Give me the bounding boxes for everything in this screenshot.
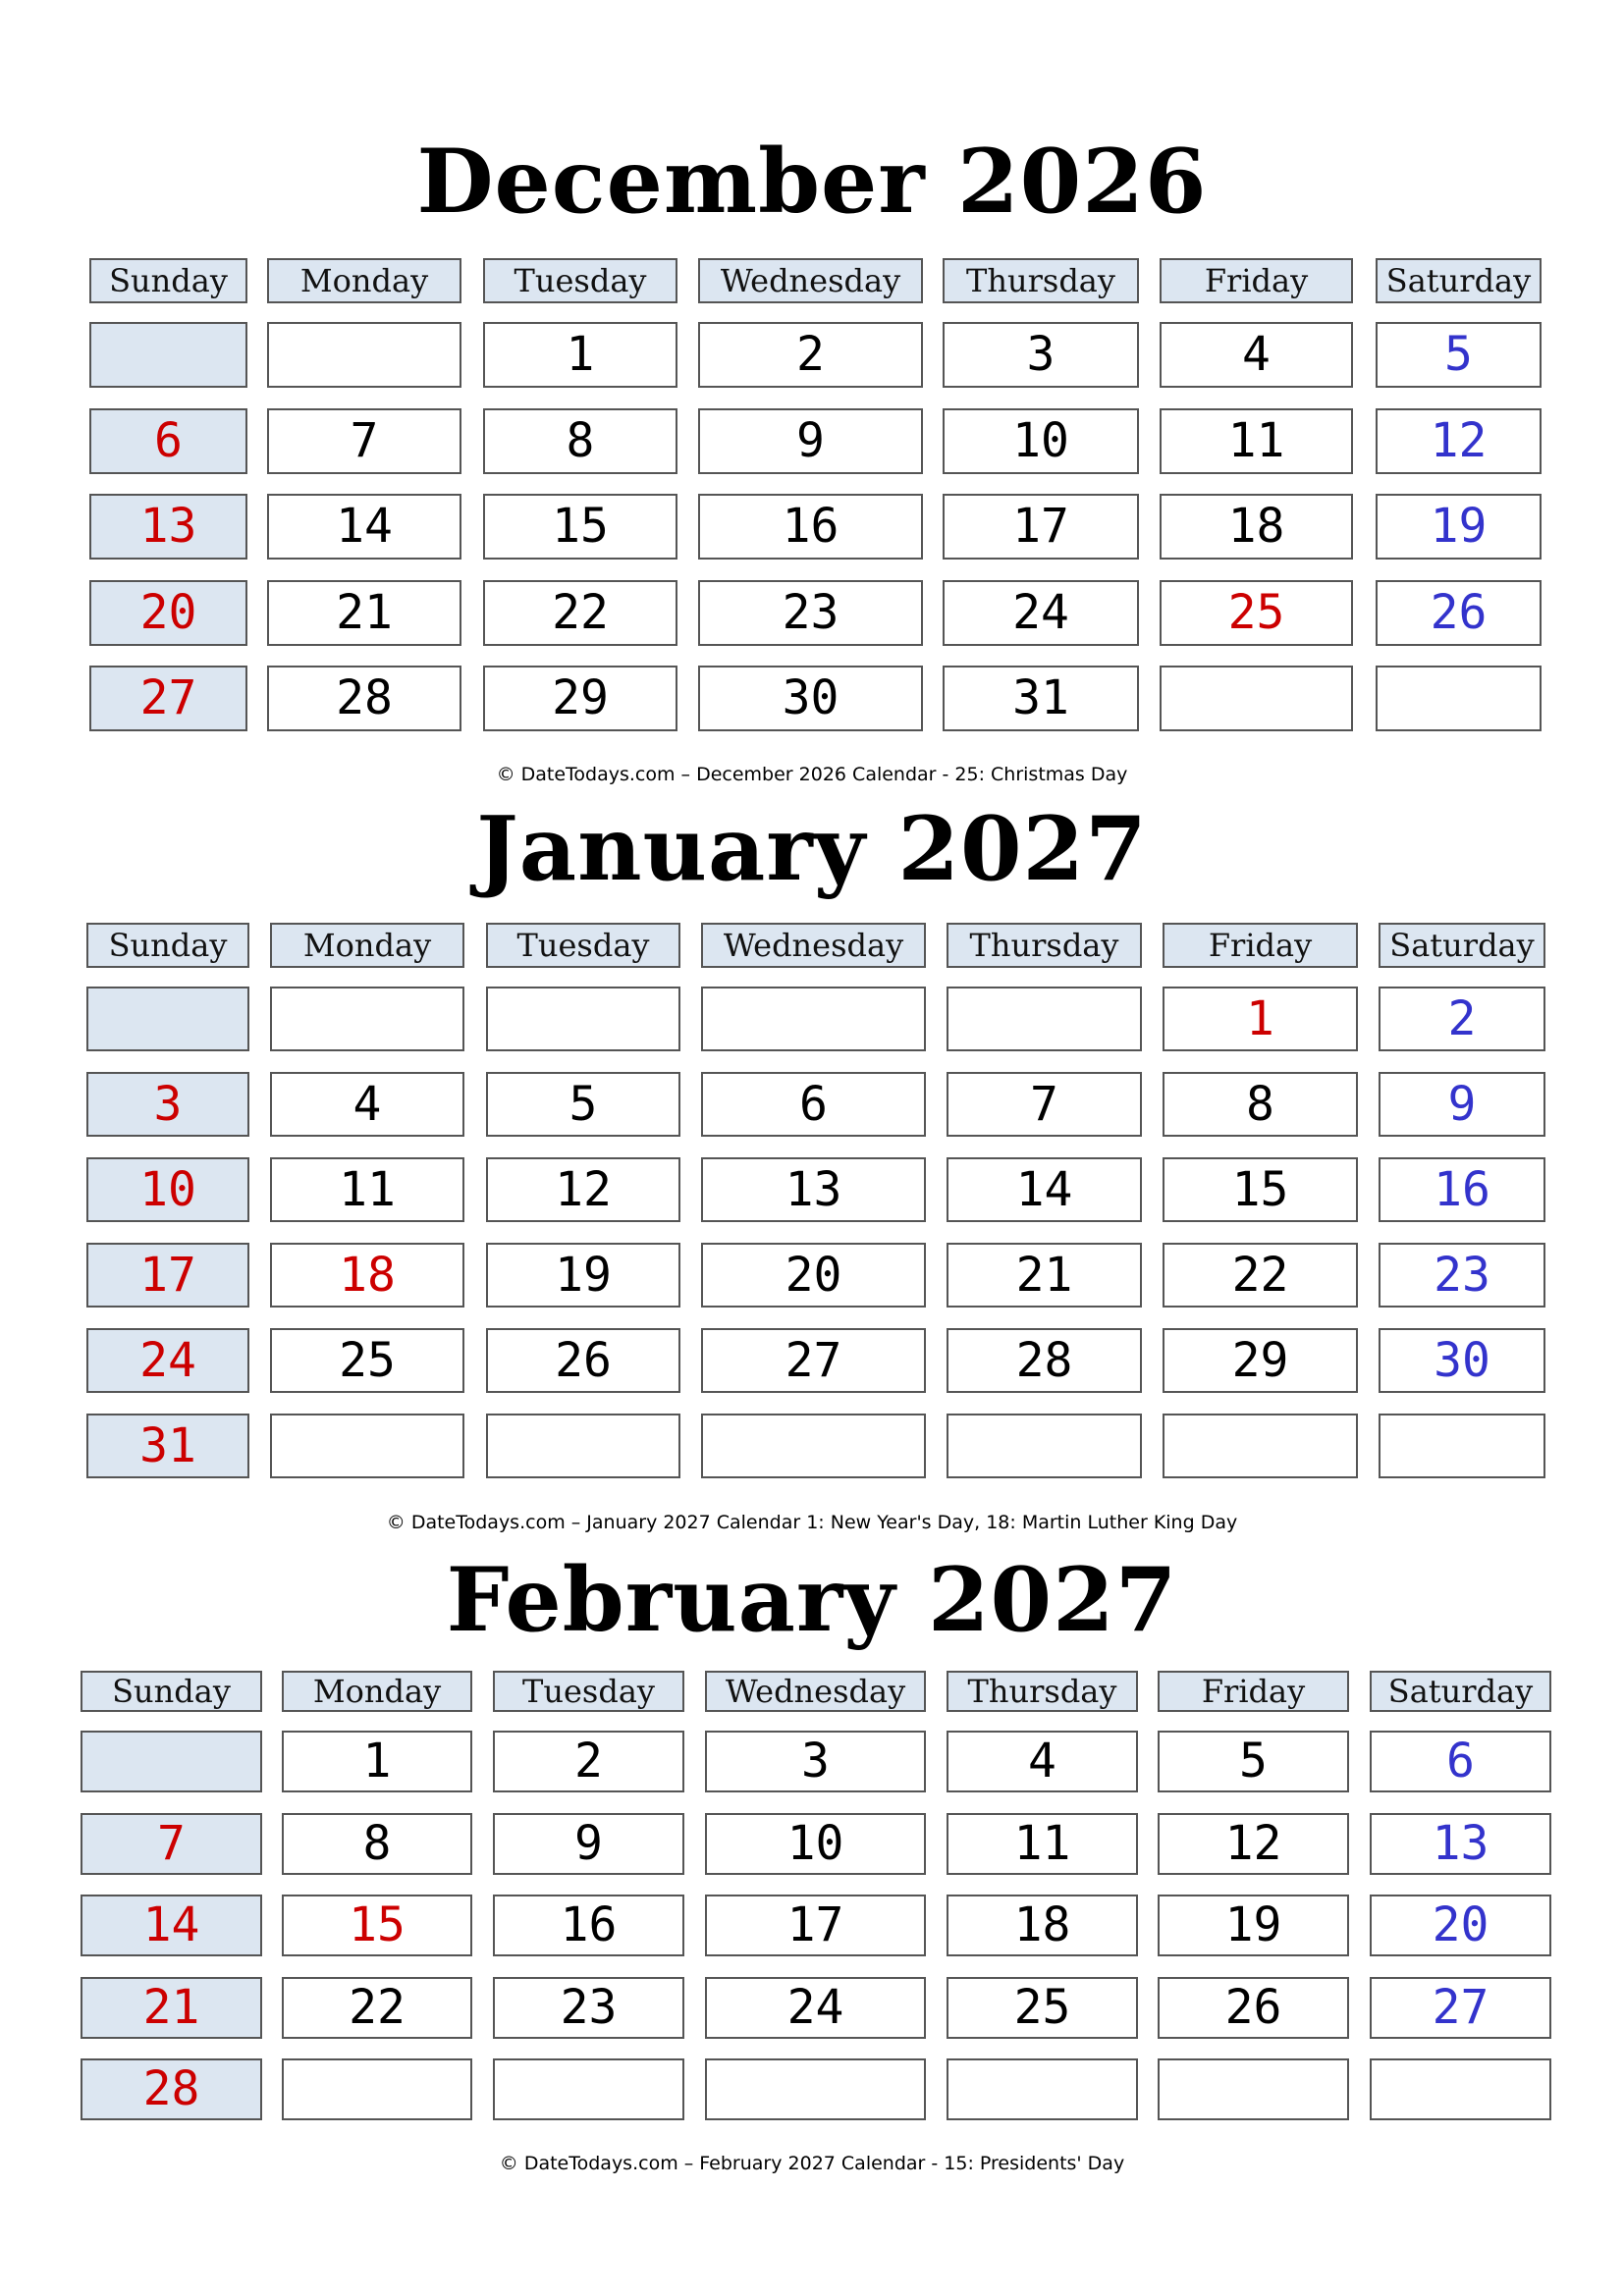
day-cell: [486, 1414, 680, 1478]
weekday-header: Wednesday: [705, 1671, 926, 1712]
weekday-header: Saturday: [1370, 1671, 1551, 1712]
day-cell: 25: [270, 1328, 464, 1393]
day-cell: 4: [947, 1731, 1138, 1792]
day-cell: 29: [1163, 1328, 1358, 1393]
day-cell: 1: [1163, 987, 1358, 1051]
day-cell: 16: [698, 494, 923, 560]
day-cell: [1376, 666, 1542, 731]
day-cell: 7: [947, 1072, 1142, 1137]
day-cell: [701, 987, 926, 1051]
day-cell: 7: [81, 1813, 262, 1875]
day-cell: 23: [1379, 1243, 1545, 1308]
day-cell: 7: [267, 408, 461, 474]
day-cell: 19: [1376, 494, 1542, 560]
weekday-header: Saturday: [1379, 923, 1545, 968]
day-cell: 22: [282, 1977, 472, 2039]
day-cell: [947, 1414, 1142, 1478]
day-cell: 24: [705, 1977, 926, 2039]
day-cell: 14: [947, 1157, 1142, 1222]
day-cell: 1: [282, 1731, 472, 1792]
day-cell: 30: [698, 666, 923, 731]
day-cell: 23: [493, 1977, 684, 2039]
day-cell: 6: [89, 408, 247, 474]
day-cell: 5: [486, 1072, 680, 1137]
day-cell: [1158, 2058, 1349, 2120]
day-cell: 27: [89, 666, 247, 731]
day-cell: 10: [86, 1157, 249, 1222]
day-cell: 22: [483, 580, 677, 646]
day-cell: 13: [1370, 1813, 1551, 1875]
day-cell: 31: [943, 666, 1139, 731]
day-cell: 24: [943, 580, 1139, 646]
weekday-header: Thursday: [943, 258, 1139, 303]
day-cell: [947, 987, 1142, 1051]
day-cell: [89, 322, 247, 388]
day-cell: [493, 2058, 684, 2120]
day-cell: 12: [1376, 408, 1542, 474]
day-cell: [947, 2058, 1138, 2120]
day-cell: 26: [1376, 580, 1542, 646]
weekday-header: Thursday: [947, 923, 1142, 968]
day-cell: 8: [483, 408, 677, 474]
day-cell: 4: [1160, 322, 1353, 388]
day-cell: 2: [1379, 987, 1545, 1051]
day-cell: 1: [483, 322, 677, 388]
weekday-header: Sunday: [86, 923, 249, 968]
day-cell: 27: [1370, 1977, 1551, 2039]
day-cell: 2: [493, 1731, 684, 1792]
day-cell: 12: [1158, 1813, 1349, 1875]
weekday-header: Monday: [270, 923, 464, 968]
day-cell: 6: [1370, 1731, 1551, 1792]
day-cell: 4: [270, 1072, 464, 1137]
weekday-header: Friday: [1158, 1671, 1349, 1712]
day-cell: [267, 322, 461, 388]
day-cell: 8: [282, 1813, 472, 1875]
weekday-header: Thursday: [947, 1671, 1138, 1712]
day-cell: [486, 987, 680, 1051]
day-cell: [1163, 1414, 1358, 1478]
day-cell: 18: [1160, 494, 1353, 560]
day-cell: 11: [947, 1813, 1138, 1875]
weekday-header: Sunday: [89, 258, 247, 303]
day-cell: [1370, 2058, 1551, 2120]
weekday-header: Monday: [282, 1671, 472, 1712]
day-cell: 15: [1163, 1157, 1358, 1222]
day-cell: 9: [493, 1813, 684, 1875]
weekday-header: Monday: [267, 258, 461, 303]
day-cell: 31: [86, 1414, 249, 1478]
day-cell: 12: [486, 1157, 680, 1222]
day-cell: 27: [701, 1328, 926, 1393]
day-cell: 28: [267, 666, 461, 731]
calendar-footer-note: © DateTodays.com – February 2027 Calendar - 15: Presidents' Day: [499, 2153, 1125, 2174]
day-cell: 24: [86, 1328, 249, 1393]
day-cell: 6: [701, 1072, 926, 1137]
day-cell: 14: [267, 494, 461, 560]
weekday-header: Friday: [1160, 258, 1353, 303]
day-cell: 5: [1376, 322, 1542, 388]
day-cell: 10: [705, 1813, 926, 1875]
day-cell: 21: [81, 1977, 262, 2039]
day-cell: 19: [1158, 1895, 1349, 1956]
day-cell: 16: [1379, 1157, 1545, 1222]
day-cell: [701, 1414, 926, 1478]
day-cell: 15: [282, 1895, 472, 1956]
day-cell: 26: [486, 1328, 680, 1393]
weekday-header: Sunday: [81, 1671, 262, 1712]
weekday-header: Wednesday: [701, 923, 926, 968]
weekday-header: Tuesday: [493, 1671, 684, 1712]
day-cell: 17: [943, 494, 1139, 560]
day-cell: 10: [943, 408, 1139, 474]
day-cell: 13: [701, 1157, 926, 1222]
day-cell: 29: [483, 666, 677, 731]
day-cell: 3: [705, 1731, 926, 1792]
day-cell: 17: [86, 1243, 249, 1308]
month-title: February 2027: [446, 1548, 1178, 1652]
day-cell: 25: [947, 1977, 1138, 2039]
month-title: December 2026: [416, 130, 1208, 234]
day-cell: 9: [698, 408, 923, 474]
day-cell: 3: [86, 1072, 249, 1137]
day-cell: 19: [486, 1243, 680, 1308]
day-cell: [1160, 666, 1353, 731]
weekday-header: Tuesday: [486, 923, 680, 968]
day-cell: 2: [698, 322, 923, 388]
calendar-footer-note: © DateTodays.com – January 2027 Calendar 1: New Year's Day, 18: Martin Luther King Day: [386, 1512, 1238, 1533]
day-cell: 18: [947, 1895, 1138, 1956]
day-cell: 16: [493, 1895, 684, 1956]
weekday-header: Saturday: [1376, 258, 1542, 303]
day-cell: 28: [947, 1328, 1142, 1393]
day-cell: 30: [1379, 1328, 1545, 1393]
day-cell: 17: [705, 1895, 926, 1956]
day-cell: [81, 1731, 262, 1792]
day-cell: 18: [270, 1243, 464, 1308]
day-cell: 21: [947, 1243, 1142, 1308]
weekday-header: Tuesday: [483, 258, 677, 303]
weekday-header: Friday: [1163, 923, 1358, 968]
day-cell: 11: [270, 1157, 464, 1222]
day-cell: 5: [1158, 1731, 1349, 1792]
day-cell: 3: [943, 322, 1139, 388]
day-cell: 8: [1163, 1072, 1358, 1137]
weekday-header: Wednesday: [698, 258, 923, 303]
day-cell: 11: [1160, 408, 1353, 474]
day-cell: 15: [483, 494, 677, 560]
month-title: January 2027: [476, 797, 1148, 901]
day-cell: [270, 1414, 464, 1478]
day-cell: 22: [1163, 1243, 1358, 1308]
day-cell: 14: [81, 1895, 262, 1956]
day-cell: [705, 2058, 926, 2120]
day-cell: 25: [1160, 580, 1353, 646]
day-cell: 20: [89, 580, 247, 646]
day-cell: 26: [1158, 1977, 1349, 2039]
day-cell: [270, 987, 464, 1051]
day-cell: [86, 987, 249, 1051]
day-cell: [282, 2058, 472, 2120]
calendar-footer-note: © DateTodays.com – December 2026 Calendar - 25: Christmas Day: [496, 764, 1128, 785]
day-cell: 20: [701, 1243, 926, 1308]
day-cell: 9: [1379, 1072, 1545, 1137]
day-cell: 21: [267, 580, 461, 646]
day-cell: 28: [81, 2058, 262, 2120]
day-cell: 23: [698, 580, 923, 646]
day-cell: 13: [89, 494, 247, 560]
day-cell: [1379, 1414, 1545, 1478]
day-cell: 20: [1370, 1895, 1551, 1956]
